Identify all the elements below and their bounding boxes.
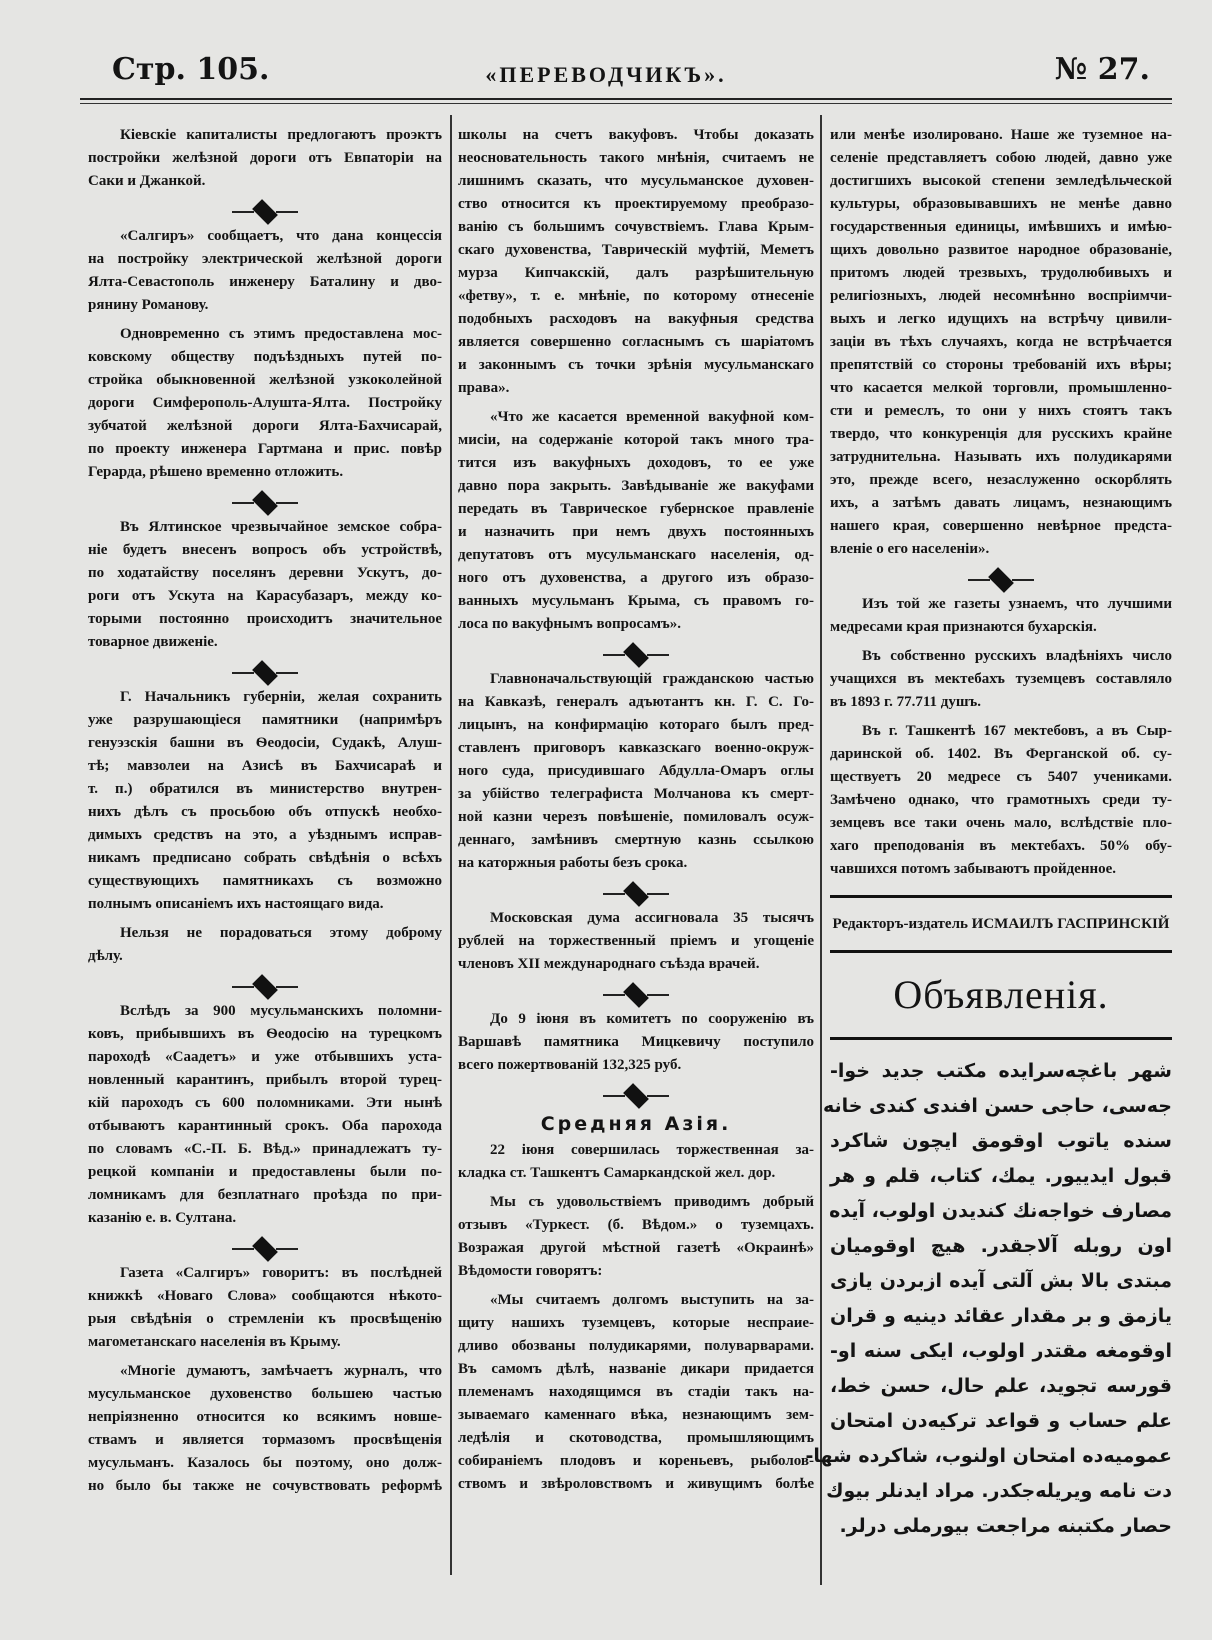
text-line: торыми постоянно происходитъ значительное <box>88 611 442 627</box>
text-line: новленный карантинъ, прибылъ второй турец- <box>88 1072 442 1088</box>
text-line: по словамъ «С.-П. Б. Вѣд.» принадлежатъ ту- <box>88 1141 442 1157</box>
text-line: зубчатой желѣзной дороги Ялта-Бахчисарай, <box>88 418 442 434</box>
text-line: но было бы также не сочувствовать реформѣ <box>88 1478 442 1494</box>
text-line: культуры, образовывавшихъ не менѣе давно <box>830 196 1172 212</box>
section-divider-ornament <box>88 660 442 686</box>
text-line: دت نامه ویریله‌جکدر. مراد ایدنلر بیوك <box>826 1480 1172 1502</box>
paragraph <box>88 686 442 916</box>
issue-number: № 27. <box>1054 52 1150 87</box>
horizontal-rule <box>830 1037 1172 1040</box>
text-line: مصارف خواجه‌نك کندیدن اولوب، آیده <box>829 1200 1172 1222</box>
text-line: земцевъ все таки очень мало, вслѣдствіе пло- <box>830 815 1172 831</box>
text-line: سنده یاتوب اوقومق ایچون شاکرد <box>830 1130 1172 1152</box>
text-line: достигшихъ высокой степени земледѣльческой <box>830 173 1172 189</box>
dash <box>968 579 990 581</box>
text-line: قورسه تجوید، علم حال، حسن خط، <box>830 1375 1172 1397</box>
editor-publisher-line: Редакторъ-издатель ИСМАИЛЪ ГАСПРИНСКІЙ <box>832 916 1170 932</box>
text-line: лишнимъ сказать, что мусульманское духовен- <box>458 173 814 189</box>
text-line: религіозныхъ, людей несомнѣнно воспріимчи- <box>830 288 1172 304</box>
paragraph <box>458 1008 814 1077</box>
text-line: اوقومغه مقتدر اولوب، ایکی سنه او- <box>830 1340 1172 1362</box>
text-line: т. п.) обратился въ министерство внутрен- <box>88 781 442 797</box>
text-line: государственныя единицы, имѣвшихъ и имѣю- <box>830 219 1172 235</box>
column-1 <box>88 124 442 1504</box>
dash <box>232 672 254 674</box>
text-line: лоса по вакуфнымъ вопросамъ». <box>458 616 682 632</box>
section-divider-ornament <box>88 199 442 225</box>
column-2 <box>458 124 814 1502</box>
paragraph <box>88 516 442 654</box>
text-line: кій пароходъ съ 600 поломниками. Эти нынѣ <box>88 1095 442 1111</box>
diamond-ornament-icon <box>988 567 1014 593</box>
text-line: пароходѣ «Саадетъ» и уже отбывшихъ уста- <box>88 1049 442 1065</box>
paragraph <box>830 124 1172 561</box>
text-line: Вѣдомости говорятъ: <box>458 1263 603 1279</box>
text-line: является совершенно согласнымъ съ шаріатомъ <box>458 334 814 350</box>
text-line: علم حساب و قواعد ترکیه‌دن امتحان <box>830 1410 1172 1432</box>
text-line: полнымъ описаніемъ ихъ настоящаго вида. <box>88 896 384 912</box>
text-line: депутатовъ отъ мусульманскаго населенія, од- <box>458 547 814 563</box>
text-line: мусульманское духовенство большею частью <box>88 1386 442 1402</box>
text-line: права». <box>458 380 510 396</box>
dash <box>1012 579 1034 581</box>
text-line: собираніемъ плодовъ и кореньевъ, рыболов- <box>458 1453 814 1469</box>
dash <box>647 654 669 656</box>
text-line: членовъ XII международнаго съѣзда врачей. <box>458 956 760 972</box>
text-line: учащихся въ мектебахъ туземцевъ составляло <box>830 671 1172 687</box>
diamond-ornament-icon <box>252 660 278 686</box>
text-line: по ходатайству поселянъ деревни Ускутъ, до- <box>88 565 442 581</box>
text-line: медресами края признаются бухарскія. <box>830 619 1097 635</box>
text-line: ство относится къ проектируемому преобразо- <box>458 196 814 212</box>
dash <box>232 986 254 988</box>
text-line: جه‌سی، حاجی حسن افندی کندی خانه <box>822 1095 1172 1117</box>
text-line: давно пора закрыть. Завѣдываніе же вакуфами <box>458 478 814 494</box>
text-line: уже разрушающіеся памятники (напримѣръ <box>88 712 442 728</box>
text-line: Въ Ялтинское чрезвычайное земское собра- <box>120 519 442 535</box>
dash <box>603 893 625 895</box>
header-rule-thin <box>80 103 1172 104</box>
text-line: что касается мелкой торговли, промышленно- <box>830 380 1172 396</box>
column-divider <box>450 115 452 1575</box>
newspaper-title: «ПЕРЕВОДЧИКЪ». <box>485 62 727 87</box>
text-line: всего пожертвованій 132,325 руб. <box>458 1057 682 1073</box>
dash <box>276 211 298 213</box>
section-heading: Средняя Азія. <box>540 1113 732 1135</box>
text-line: Варшавѣ памятника Мицкевичу поступило <box>458 1034 814 1050</box>
text-line: генуэзскія башни въ Ѳеодосіи, Судакѣ, Алуш- <box>88 735 442 751</box>
section-divider-ornament <box>88 974 442 1000</box>
dash <box>603 1095 625 1097</box>
text-line: твердо, что конкуренція для русскихъ крайне <box>830 426 1172 442</box>
section-divider-ornament <box>88 490 442 516</box>
text-line: и назначить при немъ двухъ постоянныхъ <box>458 524 814 540</box>
text-line: ковскому обществу подъѣздныхъ путей по- <box>88 349 442 365</box>
text-line: затруднительна. Называть ихъ полудикарями <box>830 449 1172 465</box>
paragraph <box>830 720 1172 881</box>
text-line: по проекту инженера Гартмана и прис. повѣр <box>88 441 442 457</box>
text-line: ковъ, прибывшихъ въ Ѳеодосію на турецкомъ <box>88 1026 442 1042</box>
text-line: на постройку электрической желѣзной дороги <box>88 251 442 267</box>
text-line: ломникамъ для безплатнаго проѣзда по при- <box>88 1187 442 1203</box>
dash <box>603 994 625 996</box>
diamond-ornament-icon <box>623 982 649 1008</box>
text-line: мусульманъ. Казалось бы поэтому, оно долж- <box>88 1455 442 1471</box>
text-line: рецкой компаніи и предоставлены были по- <box>88 1164 442 1180</box>
text-line: лицынъ, на конфирмацію котораго былъ пред- <box>458 717 814 733</box>
text-line: неосновательность такого мнѣнія, считаемъ не <box>458 150 814 166</box>
column-divider <box>820 115 822 1585</box>
text-line: ванныхъ мусульманъ Крыма, съ правомъ го- <box>458 593 814 609</box>
text-line: подобныхъ расходовъ на вакуфныя средства <box>458 311 814 327</box>
text-line: щихъ довольно развитое народное образованіе, <box>830 242 1172 258</box>
text-line: Возражая другой мѣстной газетѣ «Окраинѣ» <box>458 1240 814 1256</box>
text-line: отбываютъ карантинный срокъ. Оба парохода <box>88 1118 442 1134</box>
text-line: за убійство телеграфиста Молчанова къ смерт- <box>458 786 814 802</box>
text-line: хаго преподованія въ мектебахъ. 50% обу- <box>830 838 1172 854</box>
text-line: ствомъ и звѣроловствомъ и живущимъ болѣе <box>458 1476 814 1492</box>
text-line: существующихъ памятникахъ съ возможно <box>88 873 442 889</box>
dash <box>647 994 669 996</box>
dash <box>276 986 298 988</box>
diamond-ornament-icon <box>252 490 278 516</box>
section-divider-ornament <box>830 567 1172 593</box>
text-line: рыя свѣдѣнія о стремленіи къ просвѣщенію <box>88 1311 442 1327</box>
text-line: нихъ дѣлъ съ просьбою объ отпускѣ необхо- <box>88 804 442 820</box>
diamond-ornament-icon <box>623 881 649 907</box>
diamond-ornament-icon <box>623 1083 649 1109</box>
text-line: мисіи, на содержаніе которой такъ много тра- <box>458 432 814 448</box>
dash <box>647 893 669 895</box>
text-line: Изъ той же газеты узнаемъ, что лучшими <box>862 596 1172 612</box>
paragraph <box>88 1000 442 1230</box>
paragraph <box>88 1262 442 1354</box>
text-line: на каторжныя работы безъ срока. <box>458 855 688 871</box>
paragraph <box>830 593 1172 639</box>
text-line: Въ самомъ дѣлѣ, названіе дикари придается <box>458 1361 814 1377</box>
text-line: скаго духовенства, Таврическій муфтій, Меметъ <box>458 242 814 258</box>
text-line: на Кавказѣ, генералъ адъютантъ кн. Г. С. Го- <box>458 694 814 710</box>
text-line: Мы съ удовольствіемъ приводимъ добрый <box>490 1194 814 1210</box>
text-line: селеніе представляетъ собою людей, давно уже <box>830 150 1172 166</box>
text-line: قبول ایدییور. یمك، کتاب، قلم و هر <box>830 1165 1172 1187</box>
text-line: Нельзя не порадоваться этому доброму <box>120 925 442 941</box>
text-line: ванію съ большимъ сочувствіемъ. Глава Крым- <box>458 219 814 235</box>
dash <box>232 211 254 213</box>
text-line: рублей на торжественный пріемъ и угощеніе <box>458 933 814 949</box>
section-divider-ornament <box>458 642 814 668</box>
text-line: Кіевскіе капиталисты предлогаютъ проэктъ <box>120 127 442 143</box>
text-line: дливо обозваны полудикарями, полуварварами. <box>458 1338 814 1354</box>
text-line: ледѣлія и скотоводства, промышляющимъ <box>458 1430 814 1446</box>
dash <box>276 672 298 674</box>
section-divider-ornament <box>458 982 814 1008</box>
text-line: непріязненно относится ко всякимъ новше- <box>88 1409 442 1425</box>
paragraph <box>88 1360 442 1498</box>
page-number: Стр. 105. <box>112 52 270 87</box>
text-line: стройка обыкновенной желѣзной узкоколейной <box>88 372 442 388</box>
text-line: дороги Симферополь-Алушта-Ялта. Постройку <box>88 395 442 411</box>
text-line: племенамъ находящимся въ стадіи такъ на- <box>458 1384 814 1400</box>
text-line: роги отъ Ускута на Карасубазаръ, между ко- <box>88 588 442 604</box>
text-line: въ 1893 г. 77.711 душъ. <box>830 694 982 710</box>
text-line: 22 іюня совершилась торжественная за- <box>490 1142 814 1158</box>
text-line: Г. Начальникъ губерніи, желая сохранить <box>120 689 442 705</box>
text-line: казанію е. в. Султана. <box>88 1210 237 1226</box>
text-line: «Что же касается временной вакуфной ком- <box>490 409 814 425</box>
text-line: ставленъ приговоръ кавказскаго военно-окруж- <box>458 740 814 756</box>
paragraph <box>458 907 814 976</box>
text-line: Замѣчено однако, что грамотныхъ среди ту- <box>830 792 1172 808</box>
diamond-ornament-icon <box>252 1236 278 1262</box>
text-line: рянину Романову. <box>88 297 209 313</box>
text-line: До 9 іюня въ комитетъ по сооруженію въ <box>490 1011 814 1027</box>
text-line: Московская дума ассигновала 35 тысячъ <box>490 910 814 926</box>
text-line: чавшихся потомъ забываютъ пройденное. <box>830 861 1117 877</box>
text-line: книжкѣ «Новаго Слова» сообщаются нѣкото- <box>88 1288 442 1304</box>
diamond-ornament-icon <box>623 642 649 668</box>
section-divider-ornament <box>458 881 814 907</box>
text-line: Главноначальствующій гражданскою частью <box>490 671 814 687</box>
text-line: школы на счетъ вакуфовъ. Чтобы доказать <box>458 127 814 143</box>
dash <box>603 654 625 656</box>
text-line: щиту нашихъ туземцевъ, которые неспраие- <box>458 1315 814 1331</box>
text-line: передать въ Таврическое губернское правленіе <box>458 501 814 517</box>
dash <box>232 1248 254 1250</box>
text-line: деннаго, замѣнивъ смертную казнь ссылкою <box>458 832 814 848</box>
text-line: حصار مکتبنه مراجعت بیورملی درلر. <box>839 1515 1172 1537</box>
text-line: кладка ст. Ташкентъ Самаркандской жел. дор. <box>458 1165 776 1181</box>
text-line: ного отъ духовенства, а другого изъ образо- <box>458 570 814 586</box>
section-divider-ornament <box>88 1236 442 1262</box>
text-line: димыхъ средствъ на это, а уѣзднымъ исправ- <box>88 827 442 843</box>
text-line: постройки желѣзной дороги отъ Евпаторіи на <box>88 150 442 166</box>
text-line: это, прежде всего, незаслуженно оскорблять <box>830 472 1172 488</box>
text-line: Герарда, рѣшено временно отложить. <box>88 464 344 480</box>
text-line: Саки и Джанкой. <box>88 173 206 189</box>
text-line: شهر باغچه‌سرایده مکتب جدید خوا- <box>830 1060 1172 1082</box>
text-line: товарное движеніе. <box>88 634 218 650</box>
text-line: нашего края, совершенно невѣрное предста- <box>830 518 1172 534</box>
text-line: یازمق و بر مقدار عقائد دینیه و قران <box>830 1305 1172 1327</box>
text-line: даринской об. 1402. Въ Ферганской об. су- <box>830 746 1172 762</box>
text-line: отзывъ «Туркест. (б. Вѣдом.» о туземцахъ. <box>458 1217 814 1233</box>
text-line: заціи въ тѣхъ случаяхъ, когда не встрѣчается <box>830 334 1172 350</box>
text-line: сти и ремеслъ, то они у нихъ стоятъ такъ <box>830 403 1172 419</box>
paragraph <box>458 406 814 636</box>
text-line: Газета «Салгиръ» говоритъ: въ послѣдней <box>120 1265 442 1281</box>
paragraph <box>458 1289 814 1496</box>
text-line: ихъ, а затѣмъ давать лицамъ, незнающимъ <box>830 495 1172 511</box>
text-line: препятствій со стороны требованій ихъ вѣры; <box>830 357 1172 373</box>
text-line: ніе будетъ внесенъ вопросъ объ устройствѣ, <box>88 542 442 558</box>
text-line: магометанскаго населенія въ Крыму. <box>88 1334 341 1350</box>
text-line: مبتدی بالا بش آلتی آیده ازبردن یازی <box>830 1270 1172 1292</box>
announcements-heading: Объявленія. <box>893 972 1109 1017</box>
paragraph <box>88 922 442 968</box>
column-3 <box>805 124 1172 1544</box>
dash <box>647 1095 669 1097</box>
dash <box>276 1248 298 1250</box>
text-line: или менѣе изолировано. Наше же туземное на- <box>830 127 1172 143</box>
text-line: Въ г. Ташкентѣ 167 мектебовъ, а въ Сыр- <box>862 723 1172 739</box>
text-line: ществуетъ 20 медресе съ 5407 учениками. <box>830 769 1172 785</box>
text-line: тится изъ вакуфныхъ доходовъ, то ее уже <box>458 455 814 471</box>
text-line: дѣлу. <box>88 948 123 964</box>
horizontal-rule <box>830 895 1172 898</box>
paragraph <box>88 225 442 317</box>
text-line: зываемаго каменнаго вѣка, незнающимъ зем- <box>458 1407 814 1423</box>
dash <box>232 502 254 504</box>
text-line: ной казни черезъ повѣшеніе, помиловалъ осуж- <box>458 809 814 825</box>
text-line: мурза Кипчакскій, далъ разрѣшительную <box>458 265 814 281</box>
text-line: «Салгиръ» сообщаетъ, что дана концессія <box>120 228 442 244</box>
text-line: Въ собственно русскихъ владѣніяхъ число <box>862 648 1172 664</box>
text-line: ствамъ и является тормазомъ просвѣщенія <box>88 1432 442 1448</box>
text-line: Одновременно съ этимъ предоставлена мос- <box>120 326 442 342</box>
text-line: عمومیه‌ده امتحان اولنوب، شاکرده شها- <box>805 1445 1172 1467</box>
text-line: никамъ предписано собрать свѣдѣнія о всѣхъ <box>88 850 442 866</box>
paragraph <box>88 323 442 484</box>
text-line: Ялта-Севастополь инженеру Баталину и дво- <box>88 274 442 290</box>
text-line: «Мы считаемъ долгомъ выступить на за- <box>490 1292 814 1308</box>
dash <box>276 502 298 504</box>
diamond-ornament-icon <box>252 199 278 225</box>
section-divider-ornament <box>458 1083 814 1109</box>
announcement-text <box>805 1054 1172 1544</box>
text-line: ного суда, присудившаго Абдулла-Омаръ оглы <box>458 763 814 779</box>
paragraph <box>458 1191 814 1283</box>
text-line: тѣ; мавзолеи на Азисѣ въ Бахчисараѣ и <box>88 758 442 774</box>
text-line: «Многіе думаютъ, замѣчаетъ журналъ, что <box>120 1363 442 1379</box>
text-line: Вслѣдъ за 900 мусульманскихъ поломни- <box>120 1003 442 1019</box>
text-line: притомъ людей трезвыхъ, трудолюбивыхъ и <box>830 265 1172 281</box>
horizontal-rule <box>830 950 1172 953</box>
text-line: выхъ и легко идущихъ на встрѣчу цивили- <box>830 311 1172 327</box>
text-line: اون روبله آلاجقدر. هیچ اوقومیان <box>830 1235 1172 1257</box>
paragraph <box>88 124 442 193</box>
paragraph <box>830 645 1172 714</box>
header-rule <box>80 98 1172 100</box>
paragraph <box>458 124 814 400</box>
paragraph <box>458 668 814 875</box>
text-line: вленіе о его населеніи». <box>830 541 990 557</box>
text-line: «фетву», т. е. мнѣніе, по которому отнесеніе <box>458 288 814 304</box>
text-line: и законнымъ съ точки зрѣнія мусульманскаго <box>458 357 814 373</box>
diamond-ornament-icon <box>252 974 278 1000</box>
paragraph <box>458 1139 814 1185</box>
